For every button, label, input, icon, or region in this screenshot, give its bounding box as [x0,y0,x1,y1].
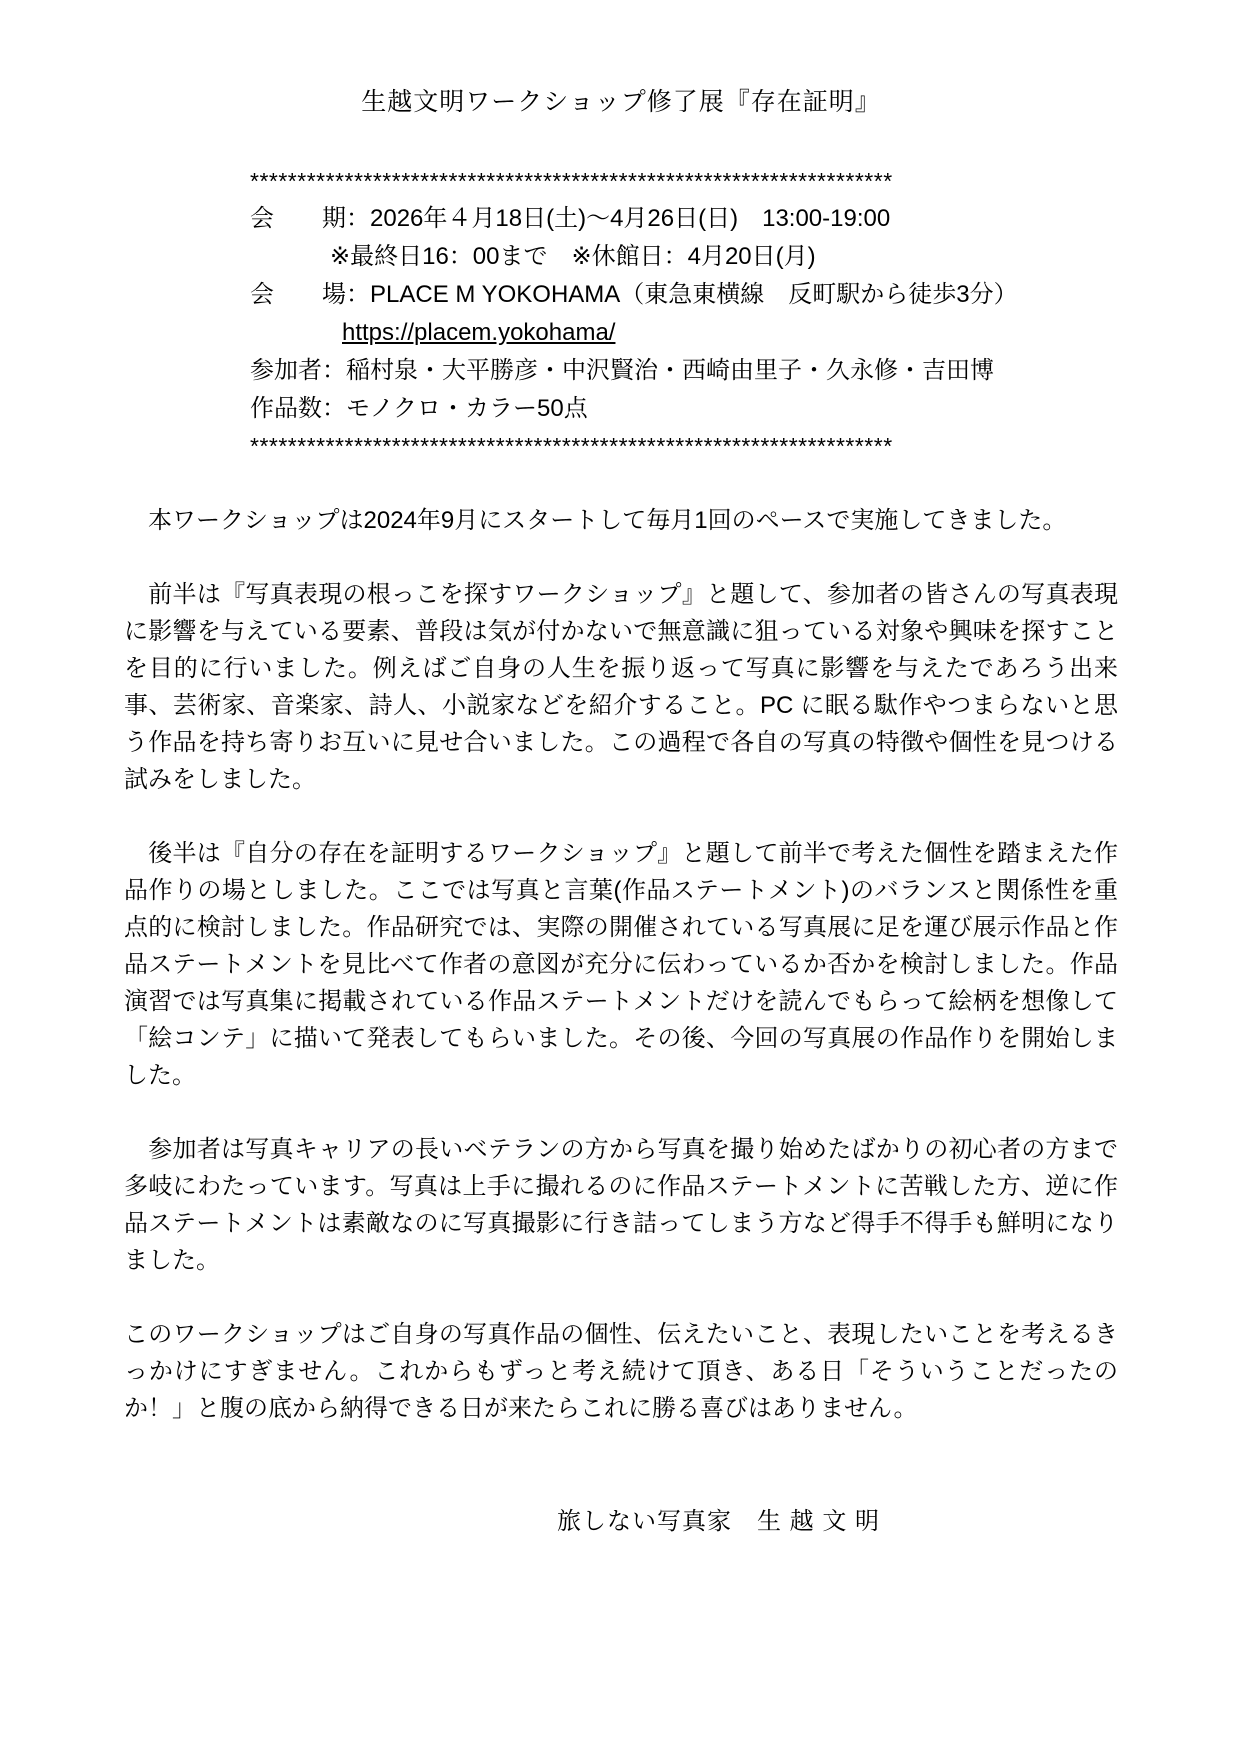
venue-url-line [250,314,1118,352]
paragraph-intro: 本ワークショップは2024年9月にスタートして毎月1回のペースで実施してきました。 [124,507,1067,534]
paragraph-closing: このワークショップはご自身の写真作品の個性、伝えたいこと、表現したいことを考えるきっかけにすぎません。これからもずっと考え続けて頂き、ある日「そういうことだったのか！」と腹の底から納得できる日が来たらこれに勝る喜びはありません。 [124,1321,1118,1422]
signature: 旅しない写真家 生 越 文 明 [556,1508,880,1535]
exhibition-participants: 参加者：稲村泉・大平勝彦・中沢賢治・西崎由里子・久永修・吉田博 [250,357,994,384]
paragraph-second-half: 後半は『自分の存在を証明するワークショップ』と題して前半で考えた個性を踏まえた作品作りの場としました。ここでは写真と言葉(作品ステートメント)のバランスと関係性を重点的に検討しました。作品研究では、実際の開催されている写真展に足を運び展示作品と作品ステートメントを見比べて作者の意図が充分に伝わっているか否かを検討しました。作品演習では写真集に掲載されている作品ステートメントだけを読んでもらって絵柄を想像して「絵コンテ」に描いて発表してもらいました。その後、今回の写真展の作品作りを開始しました。 [124,840,1118,1089]
document-title: 生越文明ワークショップ修了展『存在証明』 [361,88,881,116]
exhibition-venue: 会 場：PLACE M YOKOHAMA（東急東横線 反町駅から徒歩3分） [250,281,1018,308]
exhibition-period-note: ※最終日16：00まで ※休館日：4月20日(月) [330,243,816,270]
exhibition-works-count: 作品数：モノクロ・カラー50点 [250,395,588,422]
exhibition-period: 会 期：2026年４月18日(土)～4月26日(日) 13:00-19:00 [250,205,891,232]
paragraph-first-half: 前半は『写真表現の根っこを探すワークショップ』と題して、参加者の皆さんの写真表現に影響を与えている要素、普段は気が付かないで無意識に狙っている対象や興味を探すことを目的に行いました。例えばご自身の人生を振り返って写真に影響を与えたであろう出来事、芸術家、音楽家、詩人、小説家などを紹介すること。PC に眠る駄作やつまらないと思う作品を持ち寄りお互いに見せ合いました。この過程で各自の写真の特徴や個性を見つける試みをしました。 [124,581,1118,793]
paragraph-participants: 参加者は写真キャリアの長いベテランの方から写真を撮り始めたばかりの初心者の方まで多岐にわたっています。写真は上手に撮れるのに作品ステートメントに苦戦した方、逆に作品ステートメントは素敵なのに写真撮影に行き詰ってしまう方など得手不得手も鮮明になりました。 [124,1136,1118,1274]
separator-bottom: ******************************************************************** [250,433,893,459]
exhibition-info-block [250,200,1118,428]
separator-top: ******************************************************************** [250,168,893,194]
venue-url-link[interactable]: https://placem.yokohama/ [342,319,616,346]
